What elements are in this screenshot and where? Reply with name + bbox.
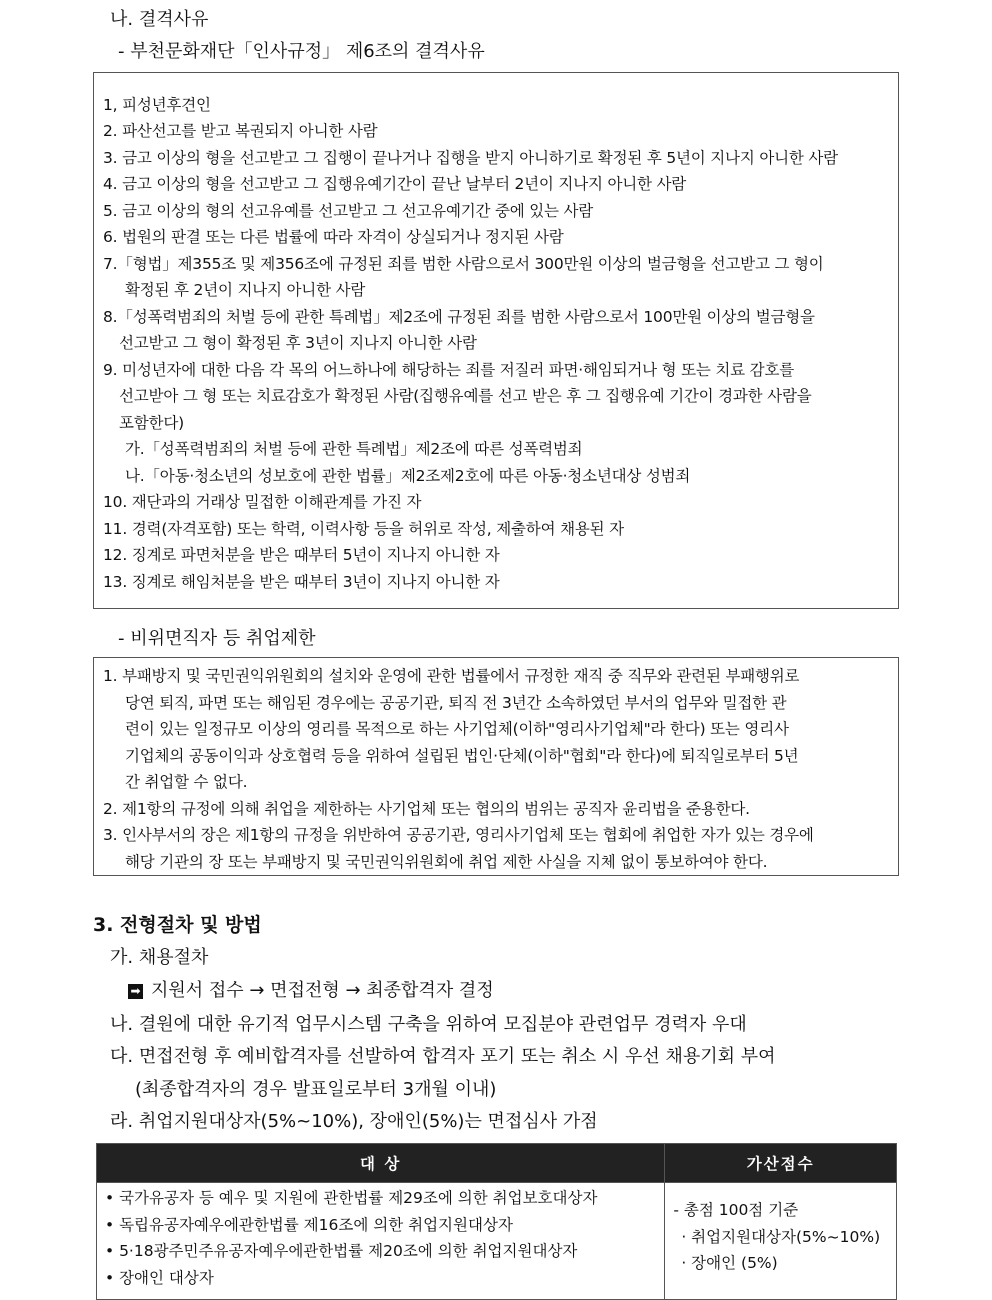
list-item: 3. 인사부서의 장은 제1항의 규정을 위반하여 공공기관, 영리사기업체 또는 협회에 취업한 자가 있는 경우에 [103,826,814,844]
list-item: 3. 금고 이상의 형을 선고받고 그 집행이 끝나거나 집행을 받지 아니하기로 확정된 후 5년이 지나지 아니한 사람 [103,149,838,167]
arrow-right-icon: ➡ [128,984,143,999]
hiring-flow [128,976,494,1002]
bonus-item: · 장애인 (5%) [681,1254,778,1272]
list-item-continuation: 선고받고 그 형이 확정된 후 3년이 지나지 아니한 사람 [119,334,477,352]
list-item: 11. 경력(자격포함) 또는 학력, 이력사항 등을 허위로 작성, 제출하여 채용된 자 [103,520,624,538]
item-da-note: (최종합격자의 경우 발표일로부터 3개월 이내) [135,1079,497,1100]
section-heading-selection: 3. 전형절차 및 방법 [93,914,262,936]
bonus-item: · 취업지원대상자(5%~10%) [681,1227,881,1246]
header-bonus: 가산점수 [665,1144,897,1183]
list-item-continuation: 기업체의 공동이익과 상호협력 등을 위하여 설립된 법인·단체(이하"협회"라 한다)에 퇴직일로부터 5년 [125,747,799,765]
list-item: 1. 부패방지 및 국민권익위원회의 설치와 운영에 관한 법률에서 규정한 재직 중 직무와 관련된 부패행위로 [103,667,800,685]
item-na: 나. 결원에 대한 유기적 업무시스템 구축을 위하여 모집분야 관련업무 경력자 우대 [110,1014,747,1035]
target-cell [97,1183,665,1300]
list-item: 9. 미성년자에 대한 다음 각 목의 어느하나에 해당하는 죄를 저질러 파면·해임되거나 형 또는 치료 감호를 [103,361,794,379]
bonus-points-table [96,1143,897,1300]
list-item-continuation: 포함한다) [119,414,184,432]
list-subitem: 나.「아동·청소년의 성보호에 관한 법률」제2조제2호에 따른 아동·청소년대상 성범죄 [125,467,691,485]
subheading-regulation: - 부천문화재단「인사규정」 제6조의 결격사유 [118,41,485,62]
list-item: 8.「성폭력범죄의 처벌 등에 관한 특례법」제2조에 규정된 죄를 범한 사람으로서 100만원 이상의 벌금형을 [103,308,815,326]
list-item: • 5·18광주민주유공자예우에관한법률 제20조에 의한 취업지원대상자 [105,1242,578,1260]
table-row [97,1183,897,1300]
list-item: 1, 피성년후견인 [103,96,211,114]
list-item: 13. 징계로 해임처분을 받은 때부터 3년이 지나지 아니한 자 [103,573,500,591]
list-item: 5. 금고 이상의 형의 선고유예를 선고받고 그 선고유예기간 중에 있는 사람 [103,202,594,220]
item-ra: 라. 취업지원대상자(5%~10%), 장애인(5%)는 면접심사 가점 [110,1111,598,1132]
list-item: 6. 법원의 판결 또는 다른 법률에 따라 자격이 상실되거나 정지된 사람 [103,228,564,246]
disqualification-box [93,72,899,609]
list-item: 2. 파산선고를 받고 복권되지 아니한 사람 [103,122,378,140]
list-item: 4. 금고 이상의 형을 선고받고 그 집행유예기간이 끝난 날부터 2년이 지나지 아니한 사람 [103,175,687,193]
list-item: 12. 징계로 파면처분을 받은 때부터 5년이 지나지 아니한 자 [103,546,500,564]
bonus-item: - 총점 100점 기준 [673,1201,799,1219]
bonus-cell [665,1183,897,1300]
list-item: 7.「형법」제355조 및 제356조에 규정된 죄를 범한 사람으로서 300만원 이상의 벌금형을 선고받고 그 형이 [103,255,824,273]
heading-hiring-procedure: 가. 채용절차 [110,947,209,968]
list-item-continuation: 간 취업할 수 없다. [125,773,248,791]
list-subitem: 가.「성폭력범죄의 처벌 등에 관한 특례법」제2조에 따른 성폭력범죄 [125,440,583,458]
hiring-flow-text: 지원서 접수 → 면접전형 → 최종합격자 결정 [151,980,494,1001]
list-item: 10. 재단과의 거래상 밀접한 이해관계를 가진 자 [103,493,422,511]
subheading-employment-restriction: - 비위면직자 등 취업제한 [118,628,316,649]
list-item-continuation: 선고받아 그 형 또는 치료감호가 확정된 사람(집행유예를 선고 받은 후 그 집행유예 기간이 경과한 사람을 [119,387,812,405]
list-item-continuation: 당연 퇴직, 파면 또는 해임된 경우에는 공공기관, 퇴직 전 3년간 소속하였던 부서의 업무와 밀접한 관 [125,694,787,712]
list-item-continuation: 련이 있는 일정규모 이상의 영리를 목적으로 하는 사기업체(이하"영리사기업체"라 한다) 또는 영리사 [125,720,789,738]
list-item: • 장애인 대상자 [105,1268,214,1287]
section-heading-disqualification: 나. 결격사유 [110,9,209,30]
header-target: 대 상 [97,1144,665,1183]
list-item: 2. 제1항의 규정에 의해 취업을 제한하는 사기업체 또는 협의의 범위는 공직자 윤리법을 준용한다. [103,800,750,818]
employment-restriction-box [93,657,899,876]
list-item-continuation: 해당 기관의 장 또는 부패방지 및 국민권익위원회에 취업 제한 사실을 지체 없이 통보하여야 한다. [125,853,768,871]
list-item: • 국가유공자 등 예우 및 지원에 관한법률 제29조에 의한 취업보호대상자 [105,1189,598,1207]
item-da: 다. 면접전형 후 예비합격자를 선발하여 합격자 포기 또는 취소 시 우선 채용기회 부여 [110,1046,776,1067]
list-item-continuation: 확정된 후 2년이 지나지 아니한 사람 [125,281,366,299]
list-item: • 독립유공자예우에관한법률 제16조에 의한 취업지원대상자 [105,1215,513,1234]
table-header-row [97,1144,897,1183]
